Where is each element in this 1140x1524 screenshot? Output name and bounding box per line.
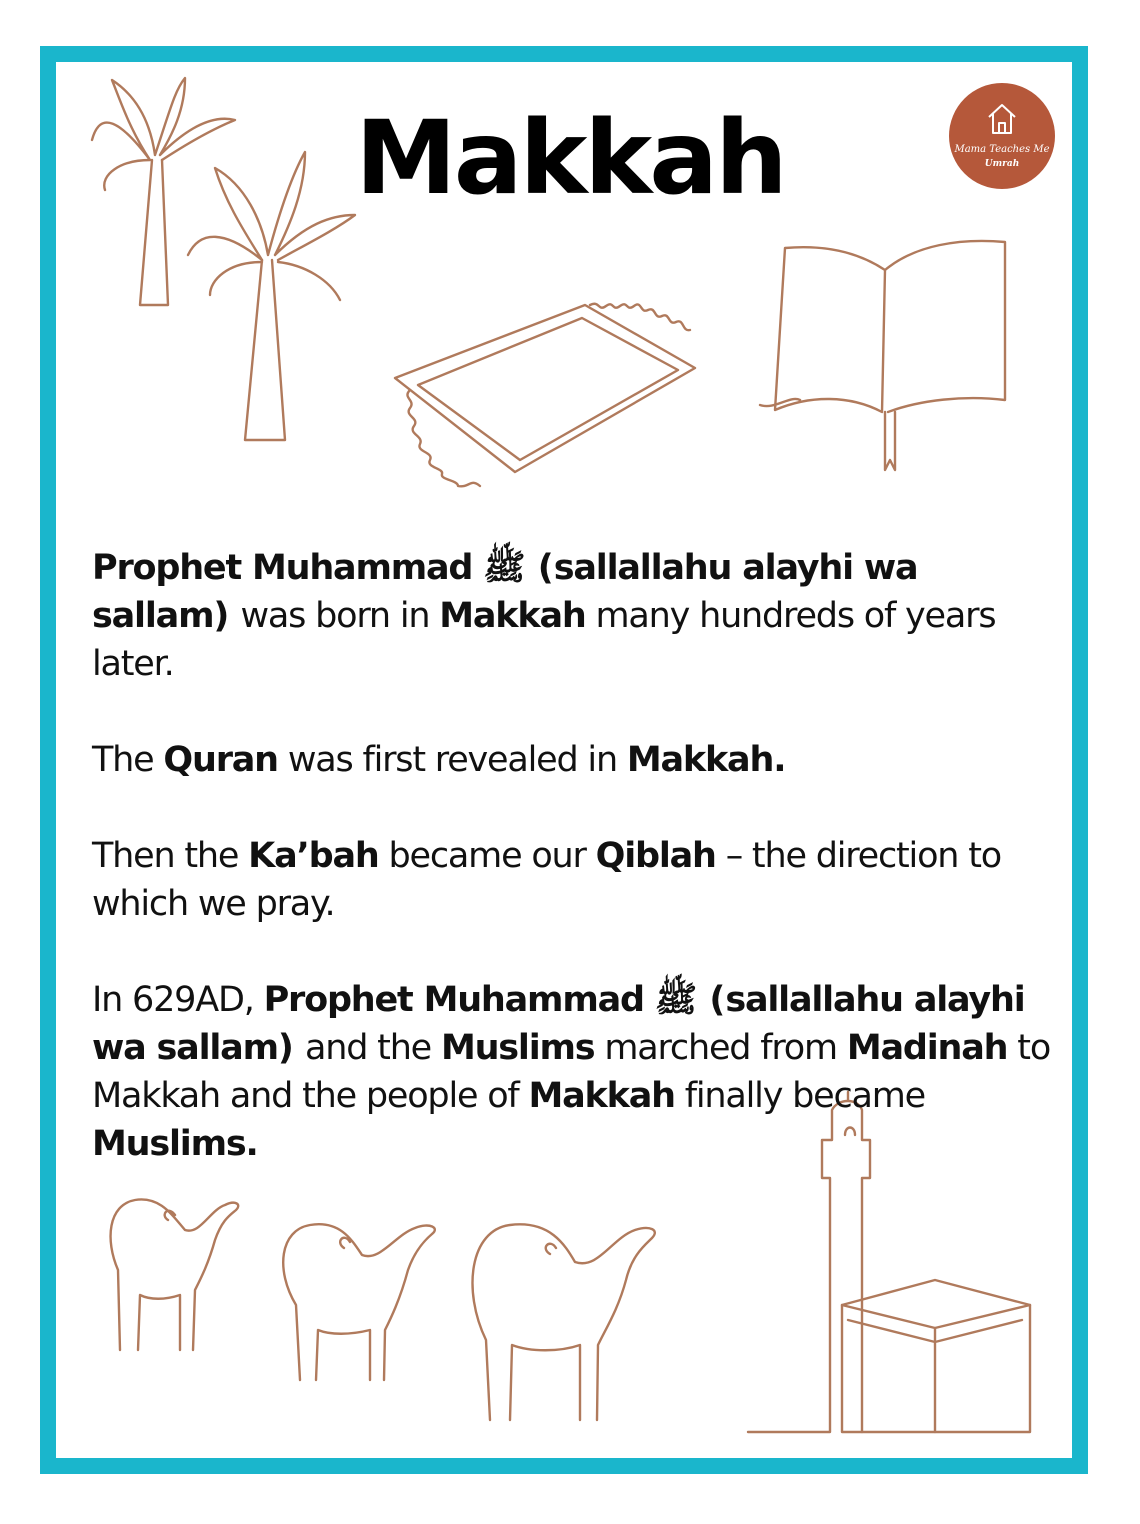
text-bold: Madinah: [846, 1028, 1008, 1068]
paragraph-629ad: [92, 976, 1052, 1168]
text-bold: Prophet Muhammad ﷺ (sallallahu alayhi wa sallam): [92, 980, 1025, 1068]
text: was first revealed in: [277, 740, 627, 780]
camels-icon: [111, 1199, 655, 1420]
text-bold: Quran: [163, 740, 278, 780]
text: was born in: [229, 596, 440, 636]
text-bold: Makkah: [528, 1076, 675, 1116]
text-bold: Makkah: [439, 596, 586, 636]
text: and the: [293, 1028, 441, 1068]
text-bold: Makkah.: [626, 740, 786, 780]
text-bold: Muslims: [440, 1028, 595, 1068]
text-bold: Prophet Muhammad ﷺ (sallallahu alayhi wa sallam): [92, 548, 918, 636]
paragraph-quran: [92, 736, 1052, 784]
text: many hundreds of years later.: [92, 596, 996, 684]
text: to Makkah and the people of: [92, 1028, 1051, 1116]
text: finally became: [674, 1076, 926, 1116]
text: became our: [378, 836, 596, 876]
paragraph-birth: [92, 544, 1052, 688]
logo-line-1: Mama Teaches Me: [954, 144, 1050, 155]
text-bold: Muslims.: [92, 1124, 258, 1164]
body-text: [92, 544, 1052, 1216]
text: – the direction to which we pray.: [92, 836, 1001, 924]
text-bold: Ka’bah: [248, 836, 379, 876]
text: In 629AD,: [92, 980, 264, 1020]
text-bold: Qiblah: [595, 836, 716, 876]
text: marched from: [594, 1028, 847, 1068]
house-icon: [986, 101, 1018, 137]
prayer-mat-icon: [395, 304, 695, 487]
brand-logo: [949, 83, 1055, 189]
page-title: Makkah: [355, 99, 785, 218]
text: The: [92, 740, 164, 780]
text: Then the: [92, 836, 249, 876]
open-book-icon: [760, 241, 1005, 470]
paragraph-qiblah: [92, 832, 1052, 928]
logo-line-2: Umrah: [984, 159, 1020, 169]
